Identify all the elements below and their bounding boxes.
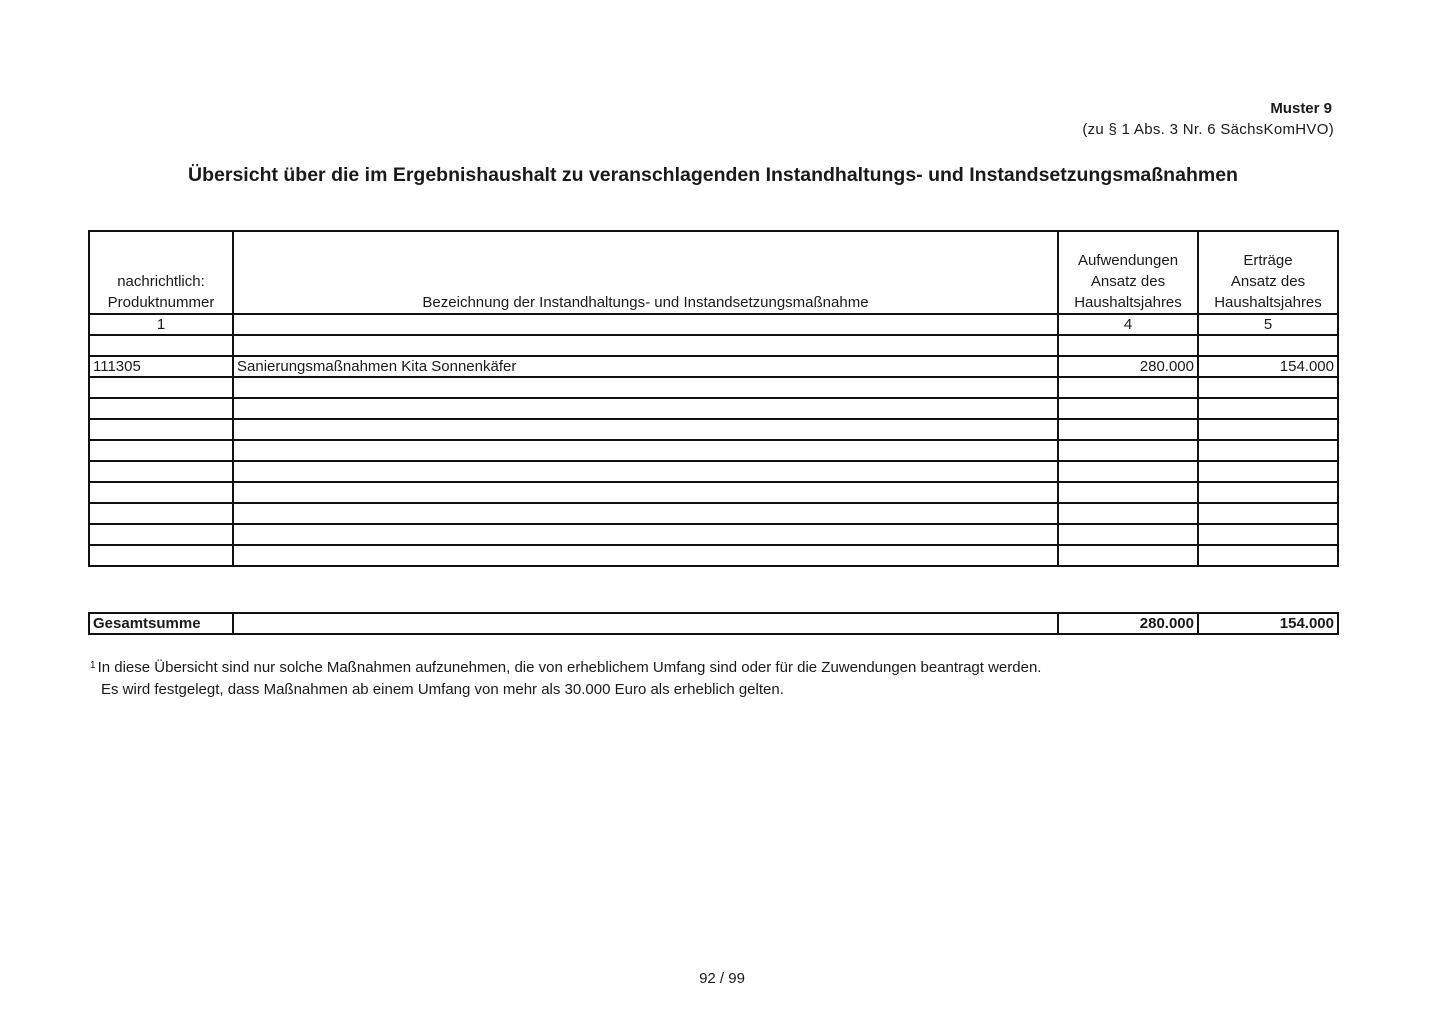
cell-description	[233, 419, 1058, 440]
header-line: Produktnummer	[107, 294, 215, 311]
table-row	[89, 482, 1338, 503]
table-row	[89, 524, 1338, 545]
cell-description	[233, 482, 1058, 503]
cell-product-number	[89, 335, 233, 356]
template-label: Muster 9	[1270, 100, 1332, 117]
cell-description	[233, 440, 1058, 461]
cell-description	[233, 503, 1058, 524]
footnote-marker: 1	[90, 660, 96, 671]
column-number-row	[89, 314, 1338, 335]
cell-description	[233, 545, 1058, 566]
cell-aufwendungen	[1058, 545, 1198, 566]
cell-aufwendungen: 280.000	[1058, 356, 1198, 377]
cell-product-number: 111305	[89, 356, 233, 377]
cell-ertraege	[1198, 524, 1338, 545]
header-line: Haushaltsjahres	[1074, 294, 1182, 311]
table-row	[89, 461, 1338, 482]
header-ertraege	[1198, 231, 1338, 314]
cell-ertraege	[1198, 335, 1338, 356]
cell-aufwendungen	[1058, 419, 1198, 440]
header-line: Erträge	[1243, 252, 1293, 269]
header-description	[233, 231, 1058, 314]
cell-aufwendungen	[1058, 503, 1198, 524]
header-line: Ansatz des	[1090, 273, 1166, 290]
header-line: Bezeichnung der Instandhaltungs- und Instandsetzungsmaßnahme	[422, 294, 869, 311]
cell-ertraege	[1198, 377, 1338, 398]
cell-description	[233, 461, 1058, 482]
cell-aufwendungen	[1058, 524, 1198, 545]
cell-ertraege	[1198, 503, 1338, 524]
header-row	[89, 231, 1338, 314]
column-number: 1	[89, 314, 233, 335]
header-aufwendungen	[1058, 231, 1198, 314]
cell-product-number	[89, 398, 233, 419]
total-ertraege: 154.000	[1198, 613, 1338, 634]
total-row	[89, 613, 1338, 634]
header-line: Ansatz des	[1230, 273, 1306, 290]
cell-product-number	[89, 524, 233, 545]
table-row	[89, 503, 1338, 524]
footnote-line-2: Es wird festgelegt, dass Maßnahmen ab einem Umfang von mehr als 30.000 Euro als erheblich gelten.	[101, 681, 784, 698]
maintenance-table	[88, 230, 1339, 567]
cell-product-number	[89, 419, 233, 440]
cell-product-number	[89, 440, 233, 461]
cell-ertraege	[1198, 419, 1338, 440]
footnote	[90, 657, 1041, 701]
table-row	[89, 335, 1338, 356]
table-row	[89, 377, 1338, 398]
cell-aufwendungen	[1058, 461, 1198, 482]
cell-product-number	[89, 482, 233, 503]
total-aufwendungen: 280.000	[1058, 613, 1198, 634]
table-row	[89, 356, 1338, 377]
cell-description	[233, 398, 1058, 419]
table-row	[89, 419, 1338, 440]
cell-ertraege	[1198, 545, 1338, 566]
column-number: 4	[1058, 314, 1198, 335]
cell-description: Sanierungsmaßnahmen Kita Sonnenkäfer	[233, 356, 1058, 377]
header-product-number	[89, 231, 233, 314]
cell-description	[233, 524, 1058, 545]
cell-ertraege	[1198, 461, 1338, 482]
cell-product-number	[89, 503, 233, 524]
total-empty-cell	[233, 613, 1058, 634]
table-row	[89, 545, 1338, 566]
column-number: 5	[1198, 314, 1338, 335]
legal-reference: (zu § 1 Abs. 3 Nr. 6 SächsKomHVO)	[1082, 121, 1334, 138]
total-label: Gesamtsumme	[89, 613, 233, 634]
total-table	[88, 612, 1339, 635]
cell-aufwendungen	[1058, 440, 1198, 461]
footnote-text: In diese Übersicht sind nur solche Maßnahmen aufzunehmen, die von erheblichem Umfang sind oder für die Zuwendungen beantragt werden.	[97, 659, 1042, 676]
column-number	[233, 314, 1058, 335]
header-line: Haushaltsjahres	[1214, 294, 1322, 311]
cell-description	[233, 335, 1058, 356]
cell-description	[233, 377, 1058, 398]
cell-ertraege	[1198, 440, 1338, 461]
cell-ertraege: 154.000	[1198, 356, 1338, 377]
table-row	[89, 440, 1338, 461]
cell-ertraege	[1198, 398, 1338, 419]
header-line: Aufwendungen	[1077, 252, 1179, 269]
cell-product-number	[89, 461, 233, 482]
cell-product-number	[89, 377, 233, 398]
cell-aufwendungen	[1058, 482, 1198, 503]
page-indicator: 92 / 99	[699, 970, 745, 987]
cell-aufwendungen	[1058, 377, 1198, 398]
header-line: nachrichtlich:	[117, 273, 205, 290]
table-row	[89, 398, 1338, 419]
cell-ertraege	[1198, 482, 1338, 503]
cell-aufwendungen	[1058, 398, 1198, 419]
cell-product-number	[89, 545, 233, 566]
footnote-line-1	[90, 657, 1041, 679]
cell-aufwendungen	[1058, 335, 1198, 356]
page-title: Übersicht über die im Ergebnishaushalt zu veranschlagenden Instandhaltungs- und Instandsetzungsmaßnahmen	[188, 164, 1238, 186]
